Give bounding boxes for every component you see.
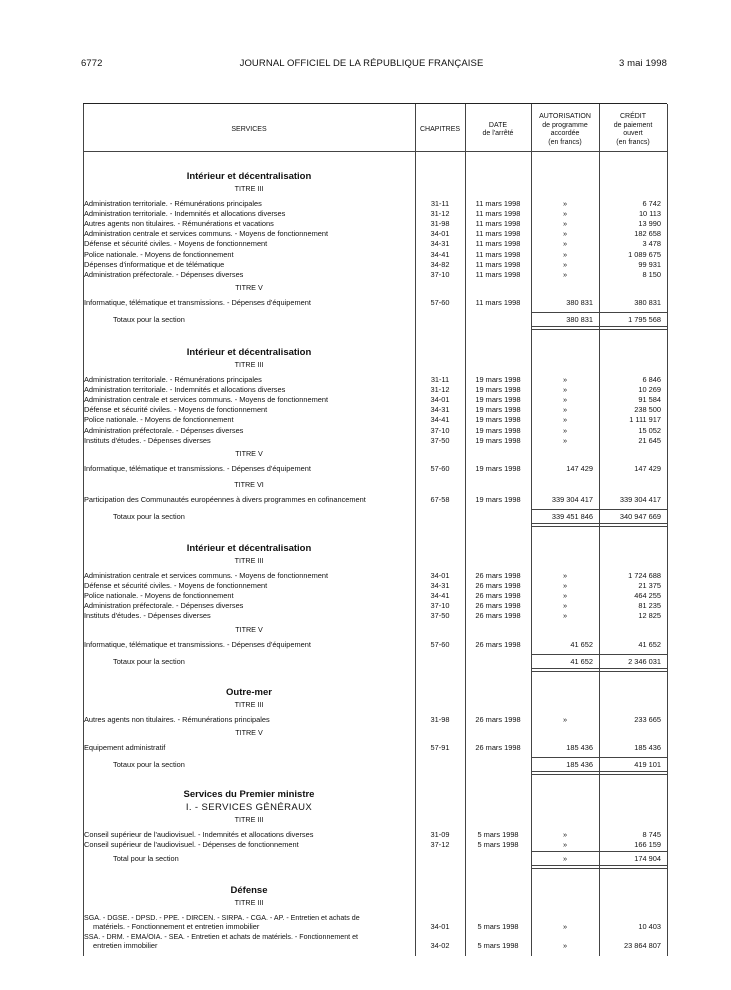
section-title: Outre-mer — [226, 687, 272, 698]
issue-date: 3 mai 1998 — [619, 58, 668, 69]
credit-value: 15 052 — [638, 425, 661, 435]
autorisation-value: » — [562, 840, 568, 850]
autorisation-value: » — [562, 581, 568, 591]
service-name: Totaux pour la section — [113, 760, 413, 770]
total-autorisation: 380 831 — [566, 314, 593, 324]
col-header-services: SERVICES — [231, 125, 267, 133]
autorisation-value: » — [562, 591, 568, 601]
titre-heading: TITRE III — [234, 184, 264, 193]
service-name: Informatique, télématique et transmissions. - Dépenses d'équipement — [84, 298, 412, 308]
col-header-credit: CRÉDIT de paiement ouvert (en francs) — [613, 113, 653, 146]
date-arrete: 19 mars 1998 — [475, 435, 521, 445]
service-name: Totaux pour la section — [113, 315, 413, 325]
date-arrete: 11 mars 1998 — [475, 199, 521, 208]
autorisation-value: » — [562, 259, 568, 269]
chapitre: 37-10 — [430, 425, 450, 435]
service-name: Défense et sécurité civiles. - Moyens de fonctionnement — [84, 405, 412, 415]
total-autorisation: 339 451 846 — [551, 511, 593, 521]
credit-value: 81 235 — [638, 601, 661, 611]
autorisation-value: 147 429 — [566, 463, 593, 473]
date-arrete: 5 mars 1998 — [477, 830, 519, 839]
service-name: Totaux pour la section — [113, 512, 413, 522]
titre-heading: TITRE III — [234, 898, 264, 907]
credit-value: 13 990 — [638, 219, 661, 229]
autorisation-value: » — [562, 922, 568, 931]
autorisation-value: » — [562, 395, 568, 405]
date-arrete: 26 mars 1998 — [475, 715, 521, 724]
credit-value: 21 375 — [638, 581, 661, 591]
credit-value: 41 652 — [638, 639, 661, 649]
service-name: Défense et sécurité civiles. - Moyens de fonctionnement — [84, 239, 412, 249]
chapitre: 37-10 — [430, 269, 450, 279]
chapitre: 34-41 — [430, 591, 450, 601]
titre-heading: TITRE III — [234, 360, 264, 369]
credit-value: 8 745 — [642, 830, 661, 839]
autorisation-value: 380 831 — [566, 297, 593, 307]
service-name: Administration centrale et services communs. - Moyens de fonctionnement — [84, 395, 412, 405]
section-subtitle: I. - SERVICES GÉNÉRAUX — [185, 802, 313, 813]
service-name: Dépenses d'informatique et de télématique — [84, 260, 412, 270]
service-name: Autres agents non titulaires. - Rémunérations principales — [84, 715, 412, 725]
date-arrete: 19 mars 1998 — [475, 463, 521, 473]
autorisation-value: » — [562, 941, 568, 951]
autorisation-value: » — [562, 611, 568, 621]
credit-value: 21 645 — [638, 435, 661, 445]
date-arrete: 19 mars 1998 — [475, 494, 521, 504]
titre-heading: TITRE III — [234, 700, 264, 709]
service-name: Informatique, télématique et transmissions. - Dépenses d'équipement — [84, 640, 412, 650]
credit-value: 238 500 — [634, 405, 661, 415]
date-arrete: 11 mars 1998 — [475, 229, 521, 239]
date-arrete: 19 mars 1998 — [475, 405, 521, 415]
date-arrete: 5 mars 1998 — [477, 941, 519, 951]
titre-heading: TITRE V — [235, 624, 263, 634]
chapitre: 34-41 — [430, 415, 450, 425]
autorisation-value: » — [562, 375, 568, 384]
section-title: Intérieur et décentralisation — [186, 171, 312, 182]
date-arrete: 26 mars 1998 — [475, 601, 521, 611]
chapitre: 31-98 — [430, 219, 450, 229]
service-name: Administration territoriale. - Indemnités et allocations diverses — [84, 385, 412, 395]
autorisation-value: » — [562, 571, 568, 580]
autorisation-value: 41 652 — [570, 639, 593, 649]
autorisation-value: » — [562, 269, 568, 279]
service-name-line: SSA. - DRM. - EMA/OIA. - SEA. - Entretien et achats de matériels. - Fonctionnement et — [84, 933, 358, 942]
section-title: Services du Premier ministre — [183, 789, 315, 800]
autorisation-value: » — [562, 601, 568, 611]
chapitre: 57-91 — [430, 743, 450, 753]
autorisation-value: » — [562, 199, 568, 208]
chapitre: 34-01 — [430, 395, 450, 405]
credit-value: 380 831 — [634, 297, 661, 307]
service-name: Administration préfectorale. - Dépenses diverses — [84, 270, 412, 280]
service-name: Administration centrale et services communs. - Moyens de fonctionnement — [84, 229, 412, 239]
credit-value: 91 584 — [638, 395, 661, 405]
service-name: entretien immobilier — [93, 941, 413, 951]
credit-value: 182 658 — [634, 229, 661, 239]
col-header-chapitres: CHAPITRES — [419, 125, 461, 133]
service-name: Administration centrale et services communs. - Moyens de fonctionnement — [84, 571, 412, 581]
chapitre: 37-12 — [430, 840, 450, 850]
titre-heading: TITRE V — [235, 448, 263, 458]
chapitre: 34-31 — [430, 239, 450, 249]
service-name: Police nationale. - Moyens de fonctionnement — [84, 591, 412, 601]
date-arrete: 5 mars 1998 — [477, 922, 519, 931]
service-name-line: SGA. - DGSE. - DPSD. - PPE. - DIRCEN. - SIRPA. - CGA. - AP. - Entretien et achats de — [84, 914, 360, 922]
date-arrete: 19 mars 1998 — [475, 415, 521, 425]
total-credit: 174 904 — [634, 854, 661, 864]
service-name: Défense et sécurité civiles. - Moyens de fonctionnement — [84, 581, 412, 591]
section-title: Intérieur et décentralisation — [186, 543, 312, 554]
date-arrete: 11 mars 1998 — [475, 269, 521, 279]
service-name: Informatique, télématique et transmissions. - Dépenses d'équipement — [84, 464, 412, 474]
autorisation-value: » — [562, 385, 568, 395]
credit-value: 12 825 — [638, 611, 661, 621]
total-autorisation: 185 436 — [566, 760, 593, 770]
date-arrete: 26 mars 1998 — [475, 639, 521, 649]
credit-value: 8 150 — [642, 269, 661, 279]
total-credit: 419 101 — [634, 760, 661, 770]
chapitre: 67-58 — [430, 494, 450, 504]
titre-heading: TITRE VI — [234, 479, 264, 489]
date-arrete: 19 mars 1998 — [475, 395, 521, 405]
journal-title: JOURNAL OFFICIEL DE LA RÉPUBLIQUE FRANÇAISE — [239, 58, 484, 69]
date-arrete: 11 mars 1998 — [475, 239, 521, 249]
chapitre: 34-31 — [430, 581, 450, 591]
date-arrete: 11 mars 1998 — [475, 249, 521, 259]
col-header-autorisation: AUTORISATION de programme accordée (en francs) — [539, 113, 591, 146]
service-name: Administration territoriale. - Rémunérations principales — [84, 199, 412, 209]
service-name: Totaux pour la section — [113, 657, 413, 667]
date-arrete: 26 mars 1998 — [475, 591, 521, 601]
credit-value: 147 429 — [634, 463, 661, 473]
date-arrete: 26 mars 1998 — [475, 571, 521, 580]
credit-value: 233 665 — [634, 715, 661, 724]
col-header-date: DATE de l'arrêté — [482, 121, 514, 137]
credit-value: 1 724 688 — [628, 571, 661, 580]
chapitre: 31-98 — [430, 715, 450, 724]
service-name: Police nationale. - Moyens de fonctionnement — [84, 415, 412, 425]
chapitre: 57-60 — [430, 297, 450, 307]
chapitre: 34-01 — [430, 922, 450, 931]
credits-table — [83, 103, 667, 956]
service-name: Autres agents non titulaires. - Rémunérations et vacations — [84, 219, 412, 229]
section-title: Intérieur et décentralisation — [186, 347, 312, 358]
chapitre: 31-12 — [430, 385, 450, 395]
service-name: Administration préfectorale. - Dépenses diverses — [84, 426, 412, 436]
date-arrete: 19 mars 1998 — [475, 425, 521, 435]
date-arrete: 5 mars 1998 — [477, 840, 519, 850]
service-name: Police nationale. - Moyens de fonctionnement — [84, 250, 412, 260]
autorisation-value: » — [562, 715, 568, 724]
total-credit: 340 947 669 — [619, 511, 661, 521]
chapitre: 34-02 — [430, 941, 450, 951]
autorisation-value: 185 436 — [566, 743, 593, 753]
service-name: Administration territoriale. - Rémunérations principales — [84, 375, 412, 385]
autorisation-value: » — [562, 405, 568, 415]
chapitre: 34-31 — [430, 405, 450, 415]
service-name: Instituts d'études. - Dépenses diverses — [84, 436, 412, 446]
autorisation-value: » — [562, 229, 568, 239]
credit-value: 6 742 — [642, 199, 661, 208]
credit-value: 464 255 — [634, 591, 661, 601]
chapitre: 31-11 — [430, 375, 450, 384]
credit-value: 339 304 417 — [619, 494, 661, 504]
titre-heading: TITRE III — [234, 815, 264, 824]
date-arrete: 11 mars 1998 — [475, 219, 521, 229]
chapitre: 31-11 — [430, 199, 450, 208]
total-credit: 1 795 568 — [628, 314, 661, 324]
autorisation-value: » — [562, 435, 568, 445]
credit-value: 6 846 — [642, 375, 661, 384]
chapitre: 31-09 — [430, 830, 450, 839]
service-name: Administration préfectorale. - Dépenses diverses — [84, 601, 412, 611]
service-name: Conseil supérieur de l'audiovisuel. - Indemnités et allocations diverses — [84, 830, 412, 840]
total-autorisation: » — [562, 854, 568, 864]
autorisation-value: 339 304 417 — [551, 494, 593, 504]
chapitre: 34-01 — [430, 571, 450, 580]
date-arrete: 11 mars 1998 — [475, 297, 521, 307]
date-arrete: 26 mars 1998 — [475, 581, 521, 591]
service-name: Equipement administratif — [84, 743, 412, 753]
credit-value: 10 269 — [638, 385, 661, 395]
page-number: 6772 — [81, 58, 103, 69]
date-arrete: 11 mars 1998 — [475, 209, 521, 219]
service-name: Instituts d'études. - Dépenses diverses — [84, 611, 412, 621]
date-arrete: 26 mars 1998 — [475, 743, 521, 753]
chapitre: 57-60 — [430, 639, 450, 649]
total-autorisation: 41 652 — [570, 656, 593, 666]
autorisation-value: » — [562, 219, 568, 229]
credit-value: 10 403 — [638, 922, 661, 931]
date-arrete: 19 mars 1998 — [475, 375, 521, 384]
service-name: Conseil supérieur de l'audiovisuel. - Dépenses de fonctionnement — [84, 840, 412, 850]
chapitre: 57-60 — [430, 463, 450, 473]
credit-value: 10 113 — [638, 209, 661, 219]
titre-heading: TITRE V — [235, 282, 263, 292]
service-name: Participation des Communautés européennes à divers programmes en cofinancement — [84, 495, 412, 505]
chapitre: 37-50 — [430, 435, 450, 445]
credit-value: 1 111 917 — [629, 415, 661, 425]
credit-value: 166 159 — [634, 840, 661, 850]
titre-heading: TITRE V — [235, 728, 263, 738]
credit-value: 99 931 — [638, 259, 661, 269]
date-arrete: 19 mars 1998 — [475, 385, 521, 395]
credit-value: 23 864 807 — [624, 941, 661, 951]
service-name: Total pour la section — [113, 854, 413, 864]
autorisation-value: » — [562, 425, 568, 435]
chapitre: 31-12 — [430, 209, 450, 219]
autorisation-value: » — [562, 209, 568, 219]
service-name: Administration territoriale. - Indemnités et allocations diverses — [84, 209, 412, 219]
chapitre: 34-82 — [430, 259, 450, 269]
chapitre: 34-41 — [430, 249, 450, 259]
credit-value: 185 436 — [634, 743, 661, 753]
credit-value: 3 478 — [642, 239, 661, 249]
chapitre: 37-50 — [430, 611, 450, 621]
date-arrete: 11 mars 1998 — [475, 259, 521, 269]
autorisation-value: » — [562, 249, 568, 259]
total-credit: 2 346 031 — [628, 656, 661, 666]
autorisation-value: » — [562, 239, 568, 249]
autorisation-value: » — [562, 830, 568, 839]
section-title: Défense — [230, 885, 268, 896]
autorisation-value: » — [562, 415, 568, 425]
chapitre: 34-01 — [430, 229, 450, 239]
chapitre: 37-10 — [430, 601, 450, 611]
titre-heading: TITRE III — [234, 556, 264, 565]
date-arrete: 26 mars 1998 — [475, 611, 521, 621]
service-name: matériels. - Fonctionnement et entretien immobilier — [93, 922, 413, 932]
credit-value: 1 089 675 — [628, 249, 661, 259]
